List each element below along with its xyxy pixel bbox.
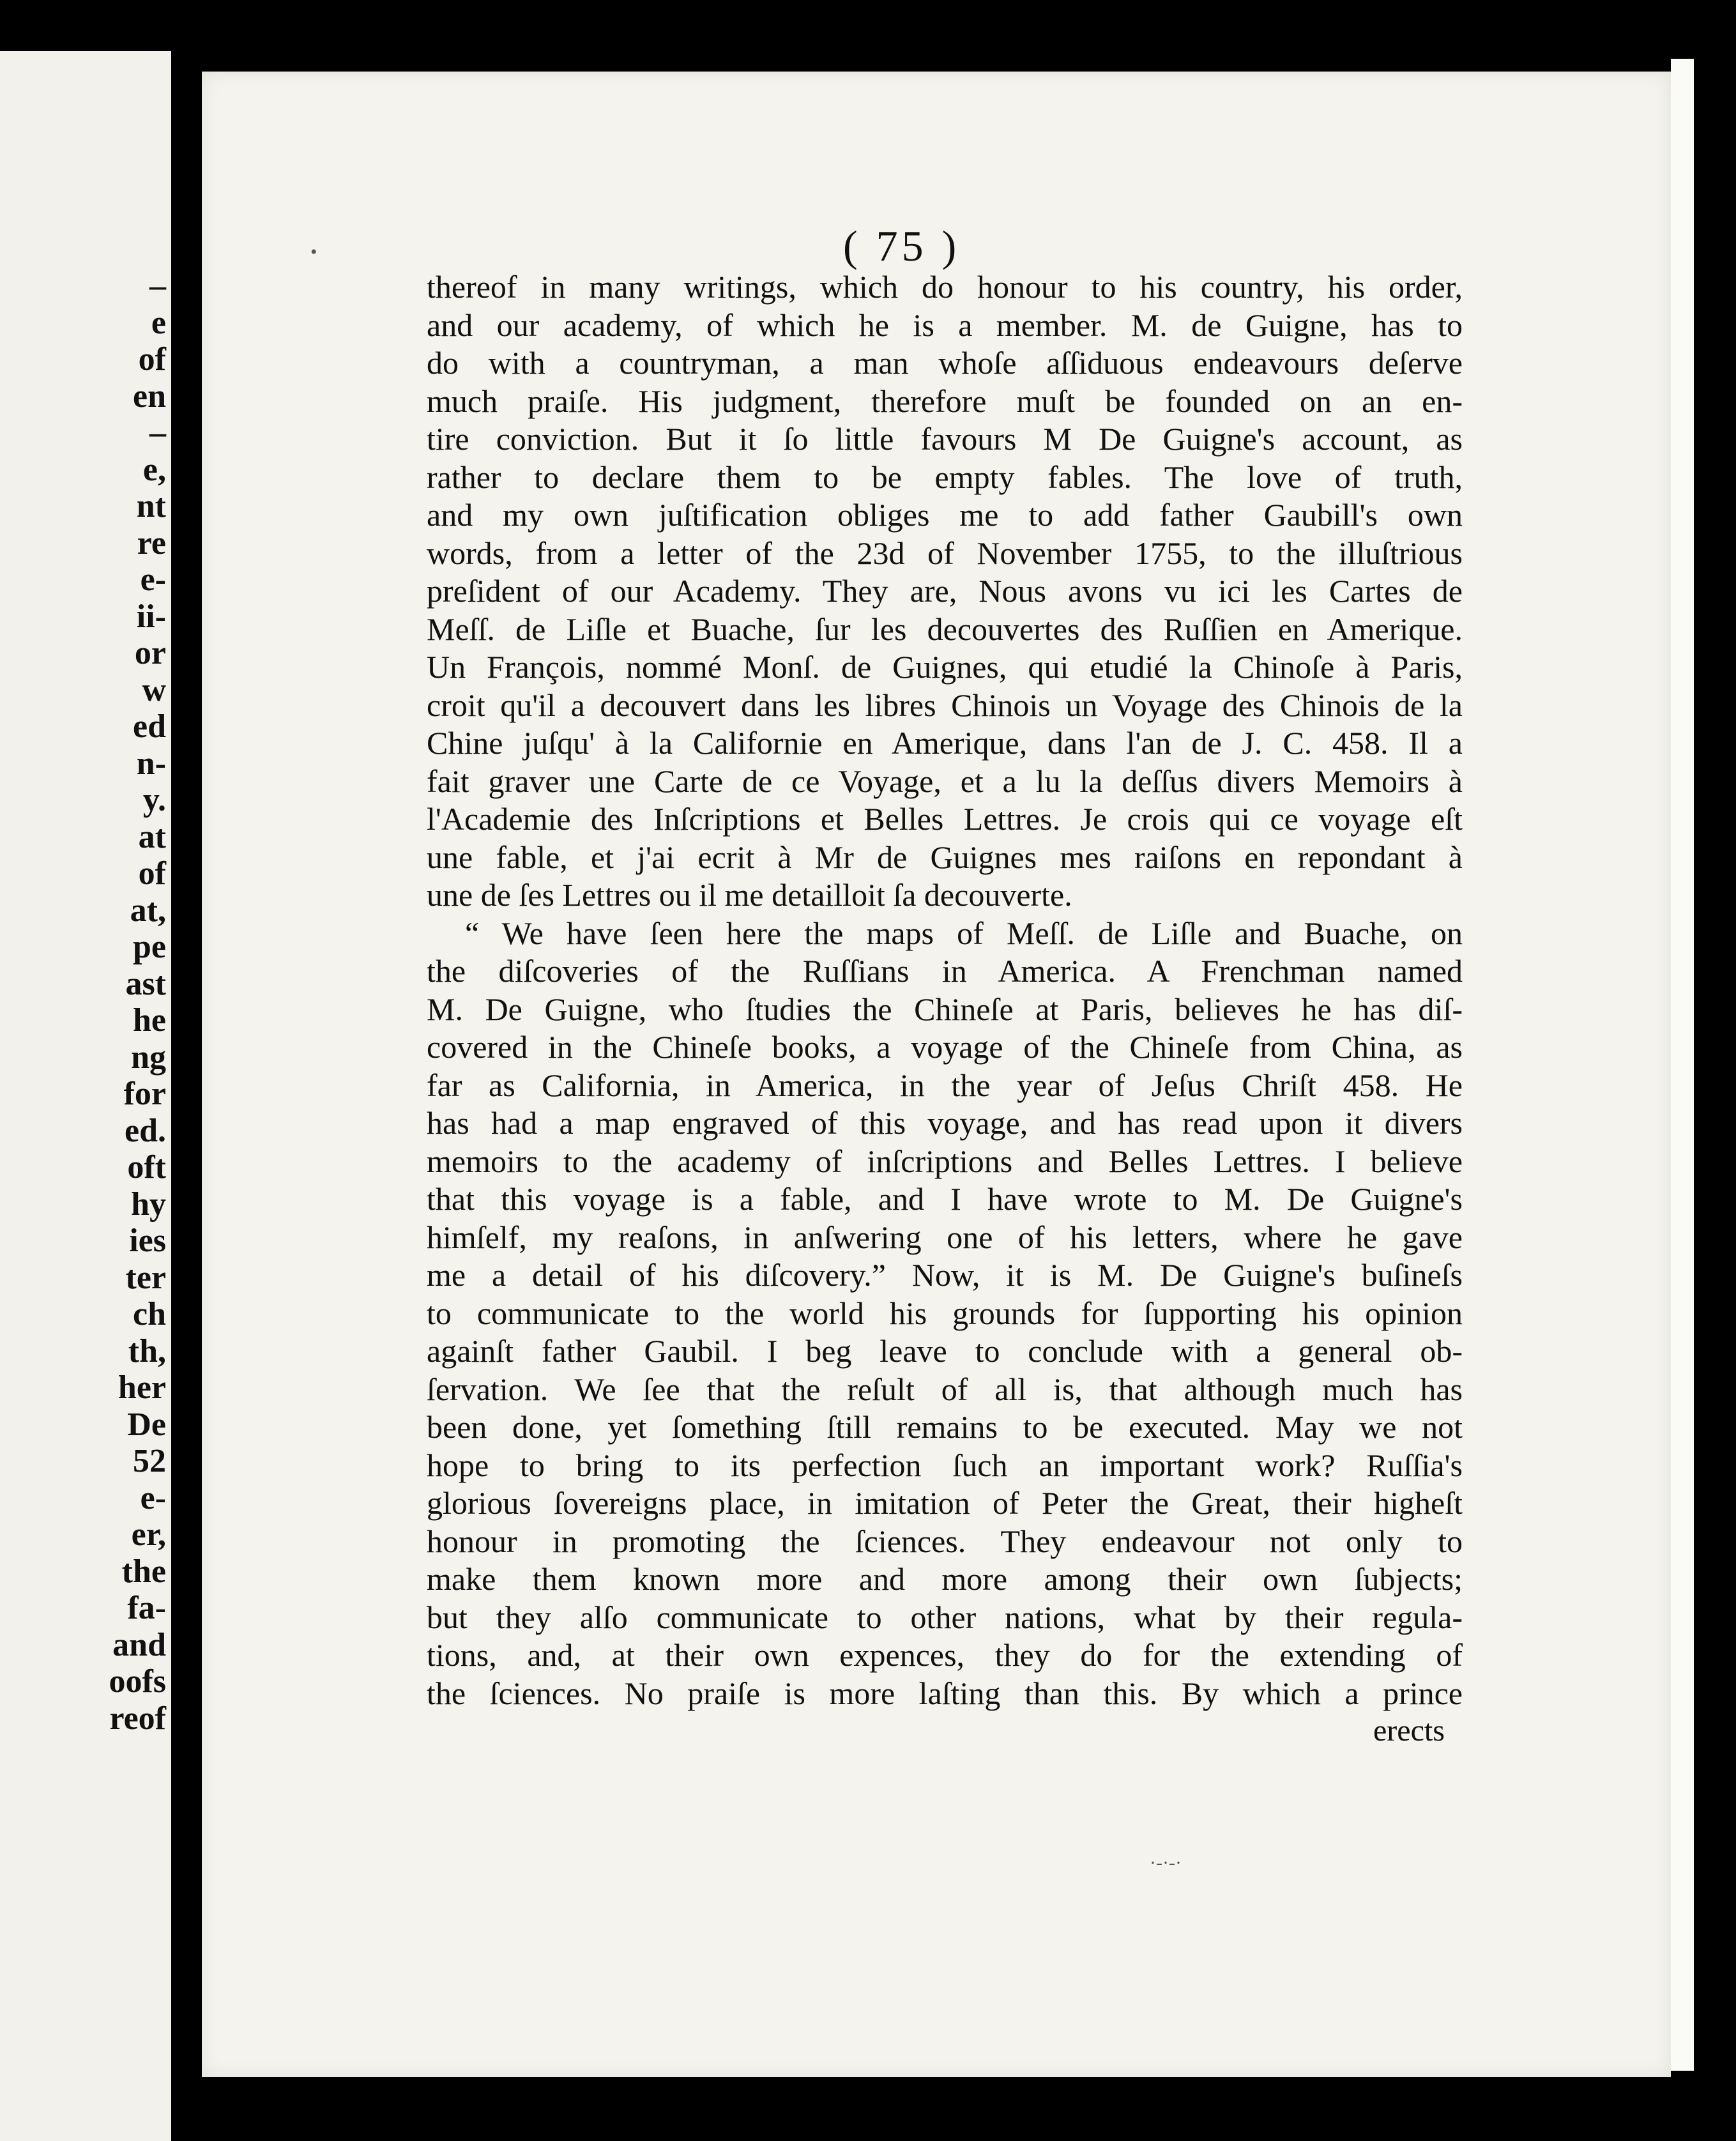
left-page-line: ies (129, 1223, 166, 1259)
left-page-line: De (127, 1406, 166, 1443)
text-line: fait graver une Carte de ce Voyage, et a lu la deſſus divers Memoirs à (427, 763, 1463, 799)
page-edge (1671, 59, 1694, 2071)
left-page-line: ed (133, 708, 166, 745)
text-line: much praiſe. His judgment, therefore muſt be founded on an en- (427, 383, 1463, 419)
text-line: and our academy, of which he is a member. M. de Guigne, has to (427, 307, 1463, 343)
left-page-fragment (0, 51, 171, 2141)
left-page-line: y. (142, 782, 166, 818)
text-line: been done, yet ſomething ſtill remains to be executed. May we not (427, 1409, 1463, 1445)
left-page-line: of (138, 855, 166, 892)
left-page-line: – (149, 268, 166, 304)
text-line: Meſſ. de Liſle et Buache, ſur les decouvertes des Ruſſien en Amerique. (427, 611, 1463, 647)
left-page-line: oofs (109, 1663, 166, 1700)
text-line: glorious ſovereigns place, in imitation of Peter the Great, their higheſt (427, 1485, 1463, 1521)
left-page-line: her (118, 1369, 166, 1406)
left-page-line: e- (140, 1479, 166, 1516)
left-page-line: and (112, 1626, 166, 1663)
ink-speck: ·-·-· (1150, 1852, 1182, 1873)
body-text (427, 268, 1463, 1712)
text-line: “ We have ſeen here the maps of Meſſ. de Liſle and Buache, on (465, 915, 1463, 951)
text-line: words, from a letter of the 23d of November 1755, to the illuſtrious (427, 535, 1463, 571)
left-page-line: n- (136, 745, 166, 782)
left-page-line: 52 (133, 1443, 166, 1479)
page-number: ( 75 ) (843, 222, 961, 270)
left-page-line: hy (131, 1185, 166, 1223)
left-page-line: w (142, 671, 166, 708)
left-page-line: oft (127, 1149, 166, 1185)
left-page-line: at, (130, 892, 166, 929)
text-line: honour in promoting the ſciences. They endeavour not only to (427, 1523, 1463, 1559)
text-line: memoirs to the academy of inſcriptions and Belles Lettres. I believe (427, 1143, 1463, 1179)
left-page-line: he (133, 1002, 166, 1039)
text-line: make them known more and more among their own ſubjects; (427, 1561, 1463, 1597)
left-page-line: reof (109, 1700, 166, 1737)
left-page-line: of (138, 341, 166, 377)
left-page-line: er, (131, 1516, 166, 1553)
left-page-line: – (149, 415, 166, 451)
book-gutter (171, 0, 202, 2141)
left-page-line: e (151, 304, 166, 341)
text-line: the ſciences. No praiſe is more laſting than this. By which a prince (427, 1675, 1463, 1711)
text-line: me a detail of his diſcovery.” Now, it is M. De Guigne's buſineſs (427, 1257, 1463, 1293)
text-line: tire conviction. But it ſo little favours M De Guigne's account, as (427, 421, 1463, 457)
left-page-line: ed. (125, 1112, 166, 1149)
left-page-line: pe (133, 929, 166, 965)
left-page-line: fa- (127, 1590, 166, 1626)
left-page-line: ter (125, 1259, 166, 1296)
left-page-line: e, (142, 451, 166, 488)
text-line: againſt father Gaubil. I beg leave to conclude with a general ob- (427, 1333, 1463, 1369)
left-page-line: ast (125, 965, 166, 1002)
left-page-line: for (123, 1076, 166, 1112)
left-page-line: at (138, 818, 166, 855)
left-page-line: nt (136, 488, 166, 524)
text-line: Un François, nommé Monſ. de Guignes, qui etudié la Chinoſe à Paris, (427, 649, 1463, 685)
catchword: erects (1373, 1714, 1445, 1748)
text-line: but they alſo communicate to other nations, what by their regula- (427, 1599, 1463, 1635)
left-page-line: en (133, 377, 166, 415)
text-line: rather to declare them to be empty fables. The love of truth, (427, 459, 1463, 495)
text-line: the diſcoveries of the Ruſſians in America. A Frenchman named (427, 953, 1463, 989)
text-line: une de ſes Lettres ou il me detailloit ſa decouverte. (427, 877, 1072, 913)
left-page-line: ch (133, 1296, 166, 1332)
text-line: preſident of our Academy. They are, Nous avons vu ici les Cartes de (427, 573, 1463, 609)
text-line: thereof in many writings, which do honour to his country, his order, (427, 269, 1463, 305)
left-page-line: ng (131, 1039, 166, 1076)
text-line: himſelf, my reaſons, in anſwering one of his letters, where he gave (427, 1219, 1463, 1255)
text-line: l'Academie des Inſcriptions et Belles Lettres. Je crois qui ce voyage eſt (427, 801, 1463, 837)
text-line: Chine juſqu' à la Californie en Amerique, dans l'an de J. C. 458. Il a (427, 725, 1463, 761)
left-page-line: ii- (136, 598, 166, 635)
text-line: ſervation. We ſee that the reſult of all is, that although much has (427, 1371, 1463, 1407)
text-line: has had a map engraved of this voyage, and has read upon it divers (427, 1105, 1463, 1141)
text-line: covered in the Chineſe books, a voyage of the Chineſe from China, as (427, 1029, 1463, 1065)
text-line: to communicate to the world his grounds for ſupporting his opinion (427, 1295, 1463, 1331)
text-line: do with a countryman, a man whoſe aſſiduous endeavours deſerve (427, 345, 1463, 381)
text-line: M. De Guigne, who ſtudies the Chineſe at Paris, believes he has diſ- (427, 991, 1463, 1027)
text-line: croit qu'il a decouvert dans les libres Chinois un Voyage des Chinois de la (427, 687, 1463, 723)
text-line: hope to bring to its perfection ſuch an important work? Ruſſia's (427, 1447, 1463, 1483)
text-line: that this voyage is a fable, and I have wrote to M. De Guigne's (427, 1181, 1463, 1217)
text-line: une fable, et j'ai ecrit à Mr de Guignes mes raiſons en repondant à (427, 839, 1463, 875)
text-line: tions, and, at their own expences, they do for the extending of (427, 1637, 1463, 1673)
left-page-line: th, (128, 1332, 166, 1369)
text-line: and my own juſtification obliges me to add father Gaubill's own (427, 497, 1463, 533)
text-line: far as California, in America, in the year of Jeſus Chriſt 458. He (427, 1067, 1463, 1103)
left-page-line: the (121, 1553, 166, 1590)
left-page-line: e- (140, 561, 166, 598)
ink-speck: • (310, 241, 317, 263)
left-page-line: re (137, 524, 166, 561)
left-page-line: or (134, 635, 166, 671)
